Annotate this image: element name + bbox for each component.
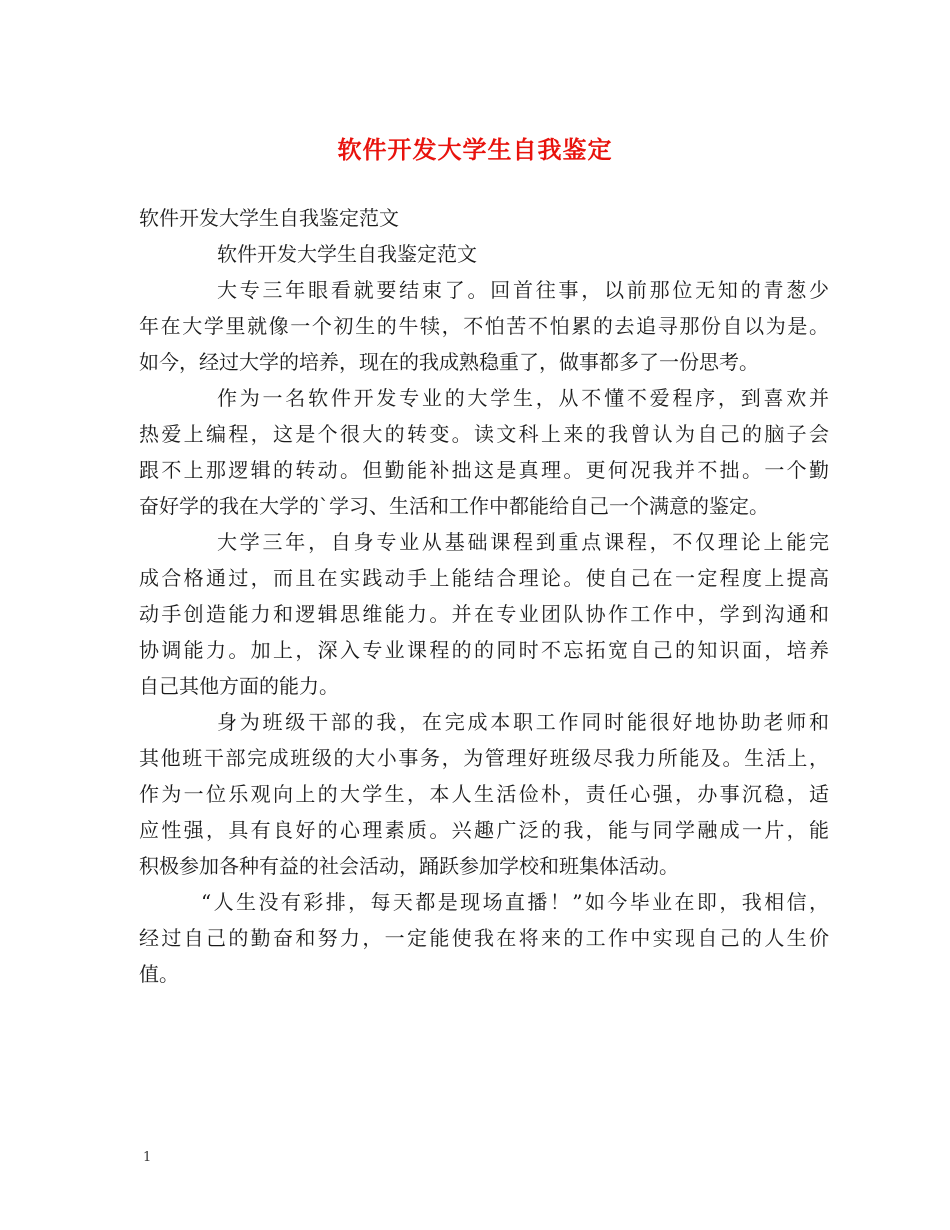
- paragraph-line: 大专三年眼看就要结束了。回首往事，以前那位无知的青葱少: [217, 278, 829, 302]
- paragraph-line: 跟不上那逻辑的转动。但勤能补拙这是真理。更何况我并不拙。一个勤: [139, 458, 829, 482]
- paragraph-line: “人生没有彩排，每天都是现场直播！”如今毕业在即，我相信，: [201, 890, 829, 914]
- subtitle-line-indented: 软件开发大学生自我鉴定范文: [217, 242, 477, 266]
- paragraph-line: 成合格通过，而且在实践动手上能结合理论。使自己在一定程度上提高: [139, 566, 829, 590]
- subtitle-line: 软件开发大学生自我鉴定范文: [139, 206, 399, 230]
- paragraph-line: 奋好学的我在大学的`学习、生活和工作中都能给自己一个满意的鉴定。: [139, 494, 769, 518]
- paragraph-line: 自己其他方面的能力。: [139, 674, 339, 698]
- paragraph-line: 其他班干部完成班级的大小事务，为管理好班级尽我力所能及。生活上，: [139, 746, 829, 770]
- paragraph-line: 作为一位乐观向上的大学生，本人生活俭朴，责任心强，办事沉稳，适: [139, 782, 829, 806]
- paragraph-line: 年在大学里就像一个初生的牛犊，不怕苦不怕累的去追寻那份自以为是。: [139, 314, 829, 338]
- paragraph-line: 如今，经过大学的培养，现在的我成熟稳重了，做事都多了一份思考。: [139, 350, 759, 374]
- paragraph-line: 热爱上编程，这是个很大的转变。读文科上来的我曾认为自己的脑子会: [139, 422, 829, 446]
- paragraph-line: 应性强，具有良好的心理素质。兴趣广泛的我，能与同学融成一片，能: [139, 818, 829, 842]
- paragraph-line: 值。: [139, 962, 179, 986]
- page-number: 1: [143, 1150, 152, 1165]
- paragraph-line: 积极参加各种有益的社会活动，踊跃参加学校和班集体活动。: [139, 854, 679, 878]
- document-title: 软件开发大学生自我鉴定: [337, 136, 613, 164]
- paragraph-line: 动手创造能力和逻辑思维能力。并在专业团队协作工作中，学到沟通和: [139, 602, 829, 626]
- paragraph-line: 作为一名软件开发专业的大学生，从不懂不爱程序，到喜欢并: [217, 386, 829, 410]
- document-body: [139, 200, 829, 992]
- paragraph-line: 经过自己的勤奋和努力，一定能使我在将来的工作中实现自己的人生价: [139, 926, 829, 950]
- paragraph-line: 协调能力。加上，深入专业课程的的同时不忘拓宽自己的知识面，培养: [139, 638, 829, 662]
- paragraph-line: 身为班级干部的我，在完成本职工作同时能很好地协助老师和: [217, 710, 829, 734]
- paragraph-line: 大学三年，自身专业从基础课程到重点课程，不仅理论上能完: [217, 530, 829, 554]
